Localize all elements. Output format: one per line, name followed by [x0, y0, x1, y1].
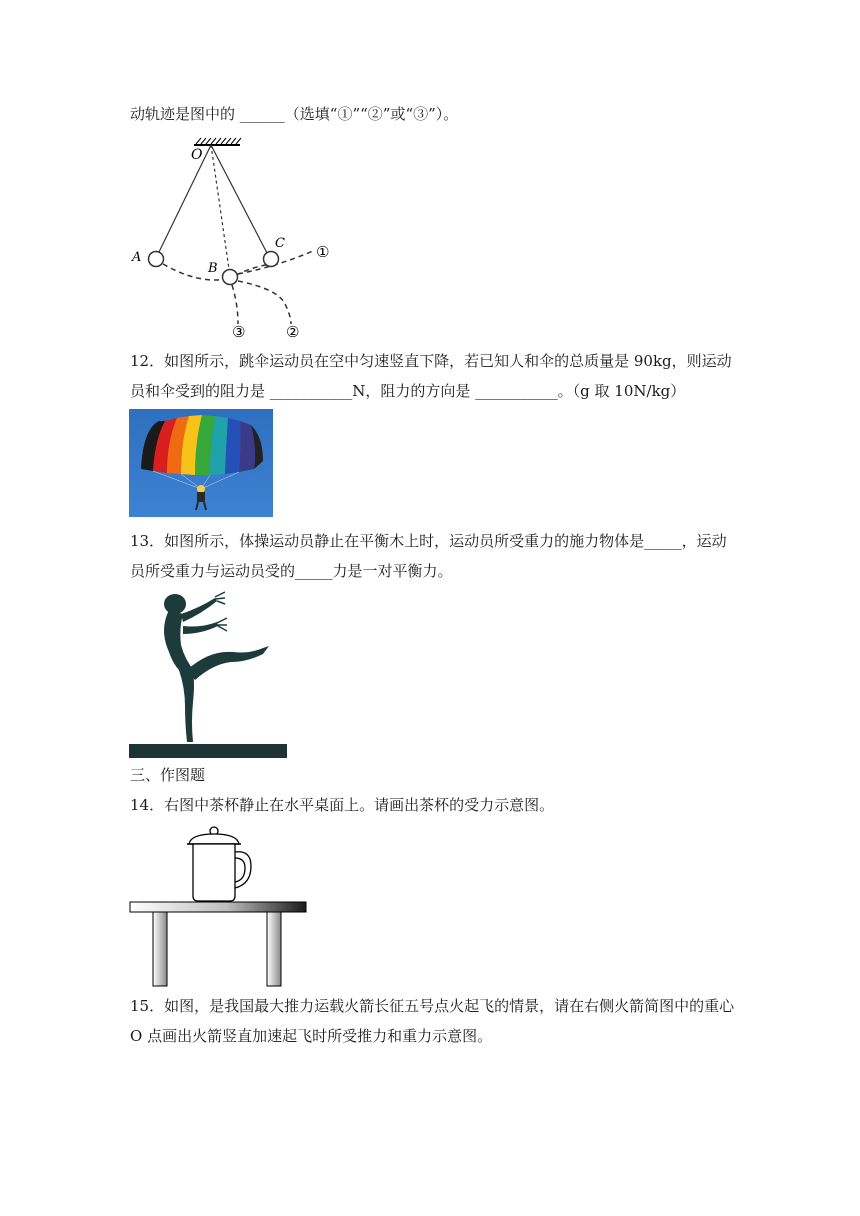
q12-line-1: 12．如图所示，跳伞运动员在空中匀速竖直下降，若已知人和伞的总质量是 90kg，则运动	[130, 352, 732, 370]
label-path-3: ③	[232, 323, 246, 341]
label-path-2: ②	[286, 323, 300, 341]
label-b: B	[208, 261, 218, 276]
cup-on-table-figure	[129, 822, 309, 988]
label-path-1: ①	[316, 243, 330, 261]
label-c: C	[275, 236, 285, 251]
q15-line-1: 15．如图，是我国最大推力运载火箭长征五号点火起飞的情景，请在右侧火箭简图中的重心	[130, 997, 735, 1015]
parachute-image	[129, 409, 273, 517]
q13-line-2: 员所受重力与运动员受的_____力是一对平衡力。	[130, 562, 453, 580]
section-3-heading: 三、作图题	[130, 766, 206, 784]
pendulum-figure	[128, 134, 368, 344]
q12-line-2: 员和伞受到的阻力是 ___________N，阻力的方向是 ___________。（g 取 10N/kg）	[130, 382, 686, 400]
label-a: A	[132, 250, 142, 265]
q11-text-line: 动轨迹是图中的 ______（选填“①”“②”或“③”）。	[130, 105, 459, 123]
q13-line-1: 13．如图所示，体操运动员静止在平衡木上时，运动员所受重力的施力物体是_____，运动	[130, 532, 727, 550]
q15-line-2: O 点画出火箭竖直加速起飞时所受推力和重力示意图。	[130, 1027, 493, 1045]
gymnast-image	[129, 590, 287, 758]
label-o: O	[191, 147, 203, 163]
q14-line-1: 14．右图中茶杯静止在水平桌面上。请画出茶杯的受力示意图。	[130, 796, 555, 814]
